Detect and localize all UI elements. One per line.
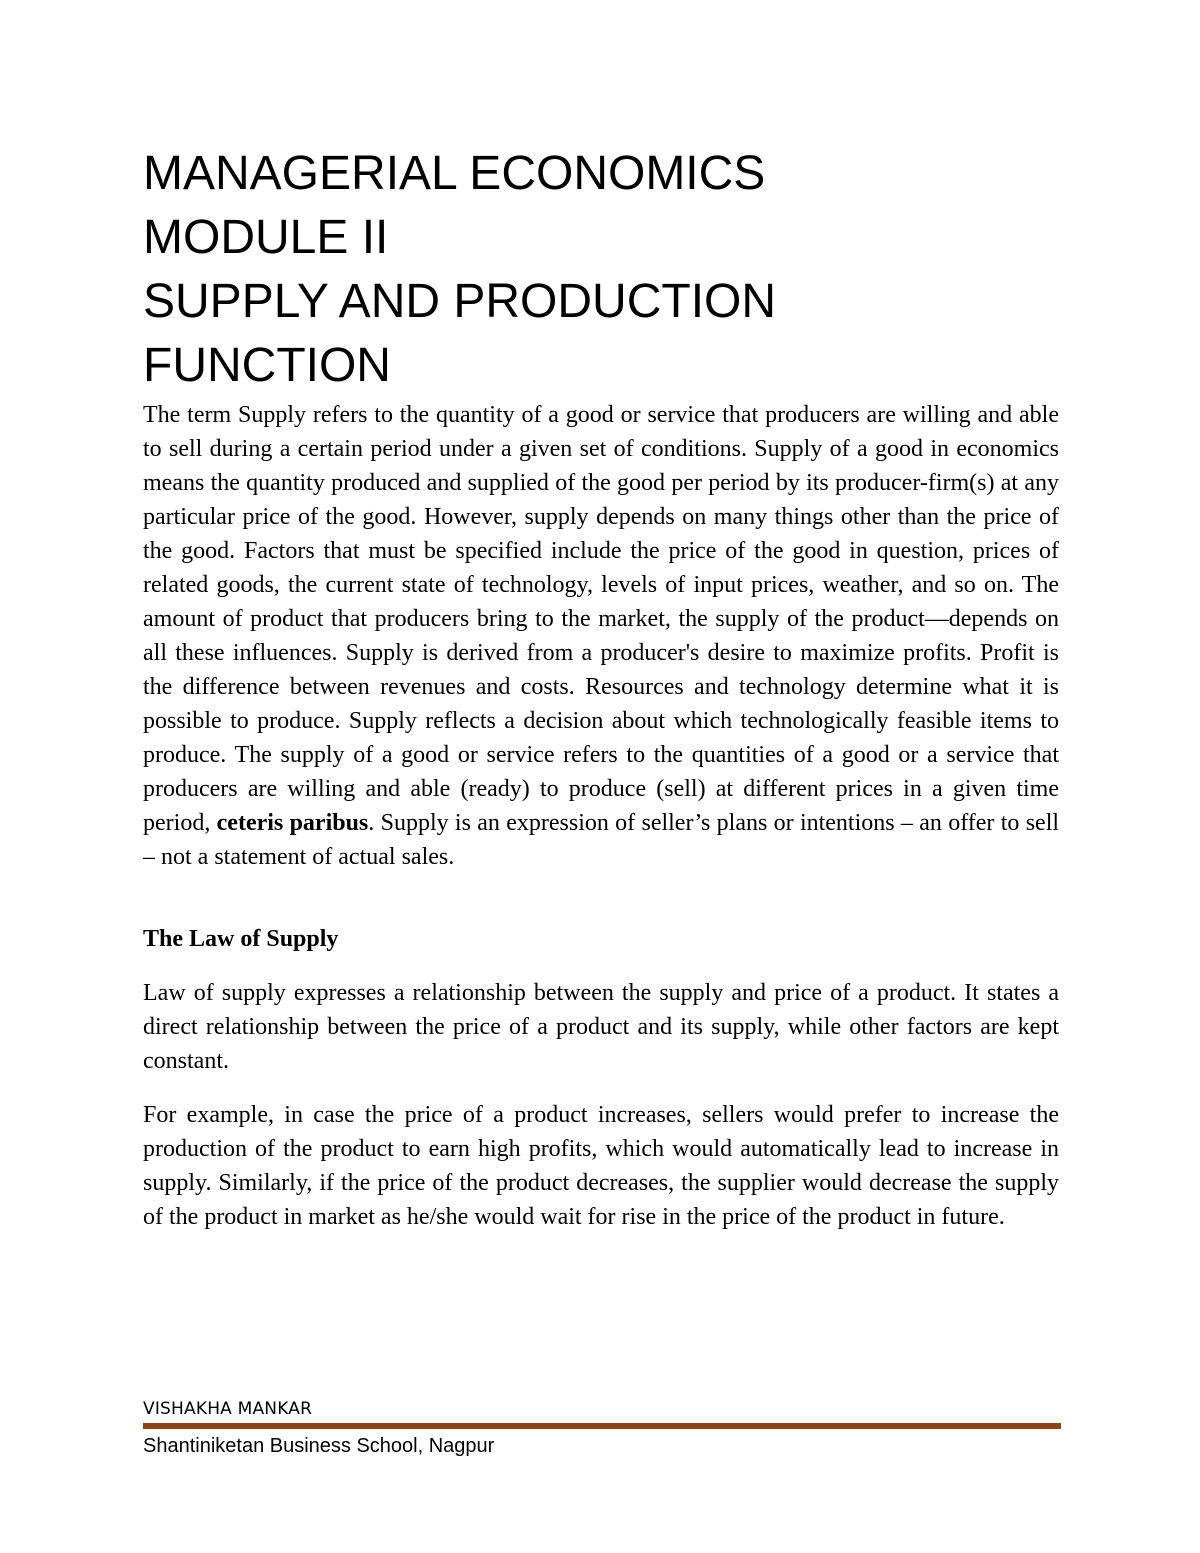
- intro-paragraph: [143, 398, 1059, 874]
- intro-bold-term: ceteris paribus: [216, 810, 369, 836]
- intro-text-part-2: . Supply is an expression of seller’s plans or intentions – an offer to sell – not a statement of actual sales.: [143, 810, 1060, 870]
- footer-author: VISHAKHA MANKAR: [143, 1399, 313, 1419]
- spacer: [143, 956, 1059, 976]
- document-title: [143, 142, 1059, 398]
- footer-divider: [143, 1423, 1061, 1429]
- footer-school: Shantiniketan Business School, Nagpur: [143, 1435, 495, 1457]
- title-line-1: MANAGERIAL ECONOMICS: [143, 147, 766, 200]
- intro-text-part-1: The term Supply refers to the quantity of a good or service that producers are willing and able to sell during a certain period under a given set of conditions. Supply of a good in economics means the quantity produced and supplied of the good per period by its producer-firm(s) at any particular price of the good. However, supply depends on many things other than the price of the good. Factors that must be specified include the price of the good in question, prices of related goods, the current state of technology, levels of input prices, weather, and so on. The amount of product that producers bring to the market, the supply of the product—depends on all these influences. Supply is derived from a producer's desire to maximize profits. Profit is the difference between revenues and costs. Resources and technology determine what it is possible to produce. Supply reflects a decision about which technologically feasible items to produce. The supply of a good or service refers to the quantities of a good or a service that producers are willing and able (ready) to produce (sell) at different prices in a given time period,: [143, 402, 1059, 836]
- section-paragraph-2: For example, in case the price of a product increases, sellers would prefer to increase the production of the product to earn high profits, which would automatically lead to increase in supply. Similarly, if the price of the product decreases, the supplier would decrease the supply of the product in market as he/she would wait for rise in the price of the product in future.: [143, 1102, 1059, 1230]
- title-line-4: FUNCTION: [143, 339, 391, 392]
- page-content: [143, 142, 1059, 1234]
- title-line-3: SUPPLY AND PRODUCTION: [143, 275, 777, 328]
- title-line-2: MODULE II: [143, 211, 389, 264]
- spacer: [143, 1078, 1059, 1098]
- section-heading: The Law of Supply: [143, 926, 339, 952]
- section-paragraph-1: Law of supply expresses a relationship between the supply and price of a product. It states a direct relationship between the price of a product and its supply, while other factors are kept constant.: [143, 980, 1059, 1074]
- spacer: [143, 874, 1059, 922]
